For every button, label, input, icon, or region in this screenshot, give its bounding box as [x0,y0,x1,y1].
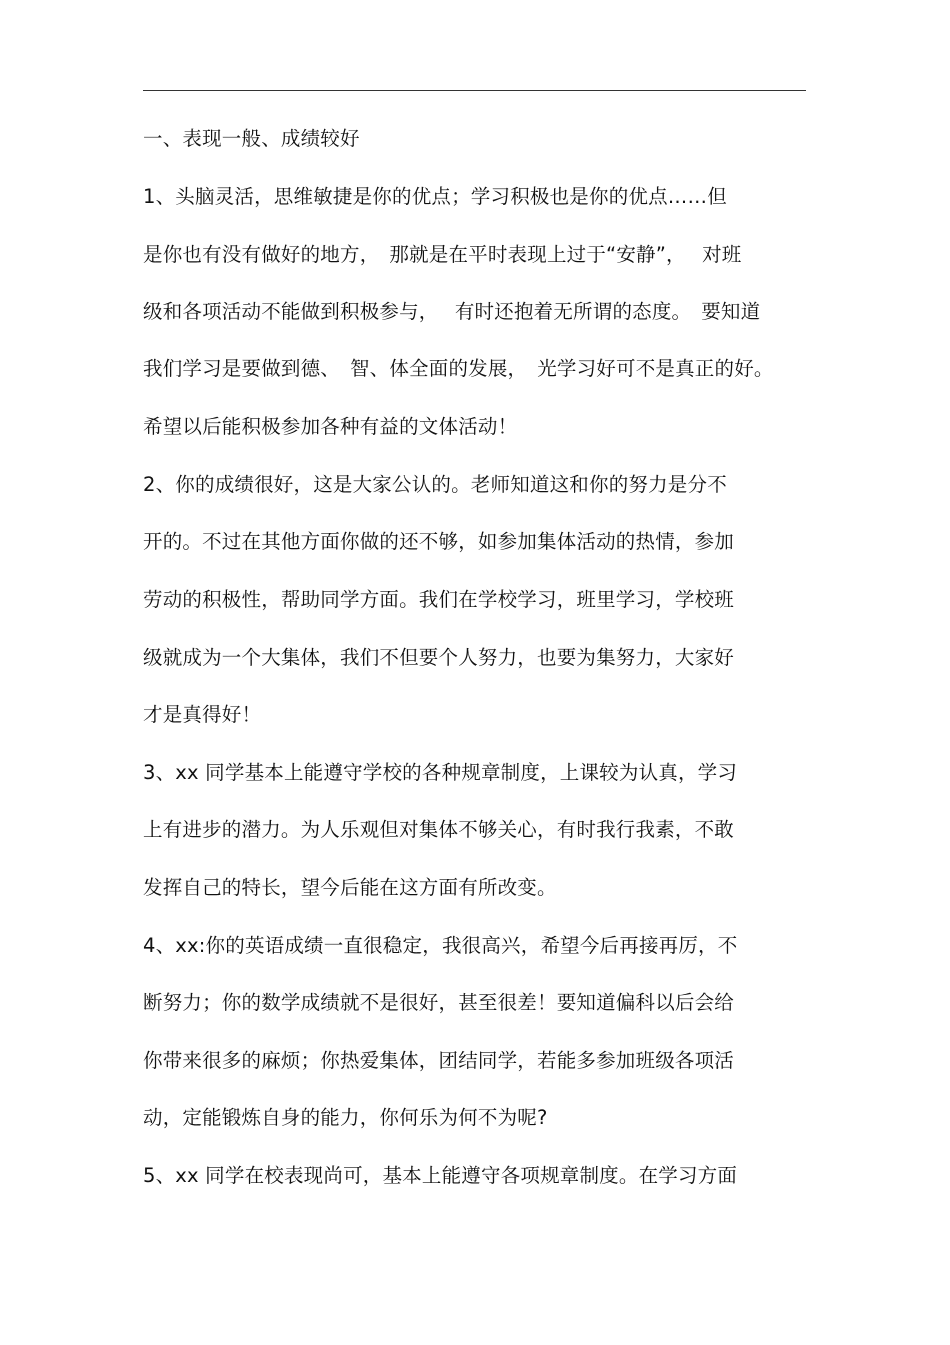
section-heading: 一、表现一般、成绩较好 [143,127,360,150]
header-rule [143,90,806,91]
text-line: 是你也有没有做好的地方， 那就是在平时表现上过于“安静”， 对班 [143,243,742,266]
text-line: 级和各项活动不能做到积极参与， 有时还抱着无所谓的态度。 要知道 [143,300,761,323]
text-line: 断努力；你的数学成绩就不是很好，甚至很差！要知道偏科以后会给 [143,991,735,1014]
text-line: 上有进步的潜力。为人乐观但对集体不够关心，有时我行我素，不敢 [143,818,735,841]
text-line: 希望以后能积极参加各种有益的文体活动！ [143,415,518,438]
text-line: 级就成为一个大集体，我们不但要个人努力，也要为集努力，大家好 [143,646,735,669]
text-line: 发挥自己的特长，望今后能在这方面有所改变。 [143,876,557,899]
text-line: 动，定能锻炼自身的能力，你何乐为何不为呢? [143,1106,548,1129]
text-line: 1、头脑灵活，思维敏捷是你的优点；学习积极也是你的优点……但 [143,185,727,208]
text-line: 你带来很多的麻烦；你热爱集体，团结同学，若能多参加班级各项活 [143,1049,735,1072]
text-line: 开的。不过在其他方面你做的还不够，如参加集体活动的热情，参加 [143,530,735,553]
text-line: 3、xx 同学基本上能遵守学校的各种规章制度，上课较为认真，学习 [143,761,738,784]
text-line: 5、xx 同学在校表现尚可，基本上能遵守各项规章制度。在学习方面 [143,1164,738,1187]
text-line: 2、你的成绩很好，这是大家公认的。老师知道这和你的努力是分不 [143,473,727,496]
text-line: 才是真得好！ [143,703,262,726]
text-line: 4、xx:你的英语成绩一直很稳定，我很高兴，希望今后再接再厉，不 [143,934,738,957]
text-line: 我们学习是要做到德、 智、体全面的发展， 光学习好可不是真正的好。 [143,357,774,380]
text-line: 劳动的积极性，帮助同学方面。我们在学校学习，班里学习，学校班 [143,588,735,611]
